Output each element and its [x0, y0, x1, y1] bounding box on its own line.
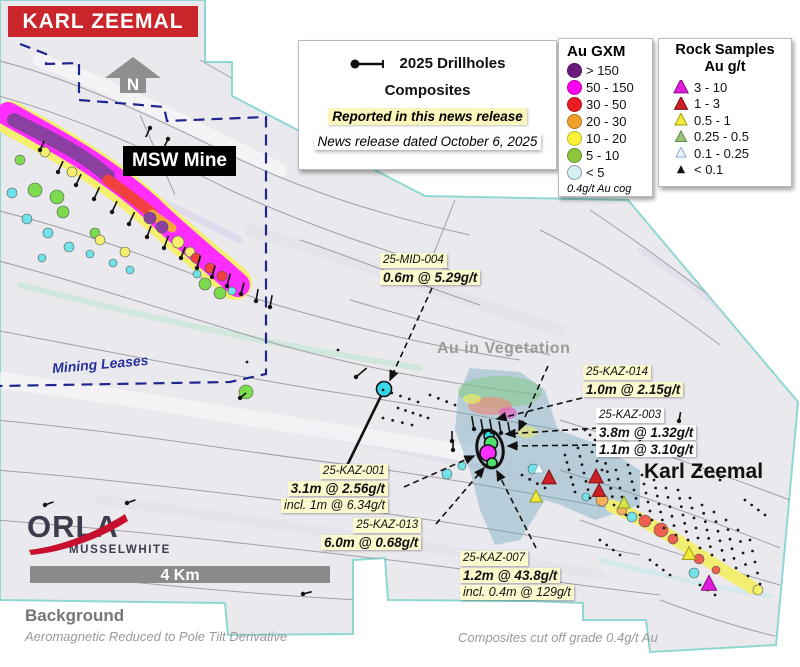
legend-gxm-item	[567, 79, 652, 96]
footer-cutoff-note: Composites cut off grade 0.4g/t Au	[458, 630, 658, 645]
callout-intercept: incl. 1m @ 6.34g/t	[281, 498, 388, 513]
gxm-class-dot-icon	[567, 148, 582, 163]
rock-sample-dot	[627, 464, 630, 467]
drillhole-collar	[56, 170, 60, 174]
rock-sample-dot	[678, 497, 681, 500]
legend-au-gxm	[558, 38, 653, 197]
rock-class-label: 3 - 10	[694, 79, 728, 95]
composite-dot	[15, 155, 25, 165]
composite-dot	[689, 568, 699, 578]
rock-sample-dot	[658, 503, 661, 506]
composite-dot	[38, 254, 46, 262]
rock-sample-dot	[706, 529, 709, 532]
rock-class-triangle-icon	[673, 130, 689, 144]
rock-sample-dot	[727, 528, 730, 531]
callout-25-MID-004	[380, 251, 480, 285]
composite-dot	[95, 235, 105, 245]
rock-sample-dot	[667, 496, 670, 499]
callout-25-KAZ-014	[583, 363, 683, 397]
legend-rock-item	[673, 112, 791, 129]
legend-rock-item	[673, 162, 791, 179]
rock-sample-dot	[619, 487, 622, 490]
legend-gxm-item	[567, 130, 652, 147]
rock-sample-dot	[711, 554, 714, 557]
composite-dot	[86, 250, 94, 258]
gxm-class-dot-icon	[567, 97, 582, 112]
rock-sample-dot	[689, 497, 692, 500]
footer-background-title: Background	[25, 606, 125, 625]
rock-sample-dot	[751, 550, 754, 553]
rock-sample-dot	[656, 495, 659, 498]
rock-sample-dot	[639, 514, 642, 517]
rock-sample-dot	[647, 501, 650, 504]
composite-dot	[22, 214, 32, 224]
rock-sample-dot	[437, 397, 440, 400]
rock-sample-dot	[697, 537, 700, 540]
label-au-in-vegetation: Au in Vegetation	[437, 340, 571, 357]
rock-sample-dot	[574, 491, 577, 494]
composite-dot	[199, 278, 211, 290]
rock-sample-dot	[615, 469, 618, 472]
drillhole-collar	[92, 197, 96, 201]
legend-rock-item	[673, 79, 791, 96]
rock-sample-dot	[599, 539, 602, 542]
rock-sample-dot	[683, 522, 686, 525]
rock-sample-dot	[604, 462, 607, 465]
composite-dot	[582, 493, 590, 501]
label-mining-leases: Mining Leases	[51, 351, 149, 377]
drillhole-collar	[179, 256, 183, 260]
drillhole-collar	[225, 284, 229, 288]
rock-sample-dot	[619, 554, 622, 557]
composite-dot	[639, 515, 651, 527]
rock-sample-dot	[528, 478, 531, 481]
rock-sample-dot	[570, 476, 573, 479]
drillhole-collar	[145, 235, 149, 239]
rock-sample-dot	[649, 510, 652, 513]
rock-sample-dot	[735, 567, 738, 570]
rock-sample-dot	[601, 469, 604, 472]
rock-sample-dot	[715, 520, 718, 523]
legend-drillholes	[298, 40, 557, 170]
legend-au-gxm-title: Au GXM	[567, 43, 626, 60]
rock-sample-dot	[629, 472, 632, 475]
rock-sample-dot	[661, 519, 664, 522]
rock-sample-dot	[429, 394, 432, 397]
rock-class-label: 0.25 - 0.5	[694, 129, 749, 145]
rock-sample-dot	[733, 557, 736, 560]
drillhole-collar	[268, 305, 272, 309]
rock-sample-dot	[391, 419, 394, 422]
rock-sample-dot	[742, 552, 745, 555]
composite-dot	[57, 206, 69, 218]
composite-dot	[28, 183, 42, 197]
rock-sample-dot	[399, 395, 402, 398]
gxm-class-label: < 5	[586, 165, 605, 180]
rock-class-triangle-icon	[673, 146, 689, 160]
composite-dot	[627, 512, 637, 522]
footer-background-subtitle: Aeromagnetic Reduced to Pole Tilt Derivative	[25, 629, 288, 644]
rock-sample-dot	[731, 547, 734, 550]
legend-rock-item	[673, 96, 791, 113]
rock-sample-dot	[701, 504, 704, 507]
legend-drillholes-line2: Composites	[384, 82, 471, 99]
rock-sample-dot	[699, 547, 702, 550]
rock-sample-dot	[454, 404, 457, 407]
legend-gxm-item	[567, 62, 652, 79]
rock-sample-dot	[445, 400, 448, 403]
gxm-class-label: 20 - 30	[586, 114, 627, 129]
label-msw-mine: MSW Mine	[123, 146, 236, 176]
callout-intercept: 3.1m @ 2.56g/t	[288, 481, 388, 496]
scale-bar	[30, 566, 330, 584]
rock-sample-dot	[702, 512, 705, 515]
rock-sample-dot	[699, 584, 702, 587]
rock-sample-dot	[587, 488, 590, 491]
rock-sample-dot	[631, 480, 634, 483]
composite-dot	[172, 236, 184, 248]
rock-sample-dot	[564, 454, 567, 457]
composite-dot	[43, 228, 53, 238]
callout-hole-id: 25-KAZ-007	[460, 551, 528, 566]
drillhole-collar	[499, 431, 503, 435]
rock-sample-dot	[390, 392, 393, 395]
rock-sample-dot	[759, 583, 762, 586]
logo-swoosh-icon	[27, 512, 157, 562]
rock-sample-dot	[749, 539, 752, 542]
gxm-class-dot-icon	[567, 131, 582, 146]
gxm-class-dot-icon	[567, 63, 582, 78]
drillhole-collar	[508, 432, 512, 436]
orla-musselwhite-logo	[27, 509, 171, 556]
callout-hole-id: 25-MID-004	[380, 253, 447, 268]
rock-sample-dot	[419, 414, 422, 417]
rock-sample-dot	[655, 564, 658, 567]
title-banner: KARL ZEEMAL	[8, 6, 198, 37]
legend-gxm-item	[567, 96, 652, 113]
rock-class-triangle-icon	[673, 80, 689, 94]
callout-hole-id: 25-KAZ-001	[320, 464, 388, 479]
drillhole-collar	[166, 137, 170, 141]
legend-rock-title-2: Au g/t	[704, 59, 746, 75]
composite-dot	[712, 566, 720, 574]
rock-sample-dot	[608, 479, 611, 482]
rock-sample-dot	[609, 487, 612, 490]
rock-sample-dot	[717, 530, 720, 533]
callout-25-KAZ-001	[281, 462, 388, 513]
rock-sample-dot	[246, 361, 249, 364]
callout-intercept: 1.1m @ 3.10g/t	[596, 442, 696, 457]
composite-dot	[7, 188, 17, 198]
rock-sample-dot	[691, 507, 694, 510]
callout-25-KAZ-003	[596, 406, 696, 457]
rock-sample-dot	[665, 487, 668, 490]
drillhole-collar	[148, 126, 152, 130]
rock-sample-dot	[654, 487, 657, 490]
logo-musselwhite-text: MUSSELWHITE	[69, 544, 171, 556]
rock-sample-dot	[382, 389, 385, 392]
composite-dot	[442, 469, 452, 479]
callout-25-KAZ-013	[321, 516, 421, 550]
composite-dot	[64, 242, 74, 252]
rock-sample-dot	[682, 514, 685, 517]
rock-sample-dot	[641, 474, 644, 477]
rock-sample-dot	[723, 559, 726, 562]
callout-intercept: 3.8m @ 1.32g/t	[596, 425, 696, 440]
rock-sample-dot	[675, 534, 678, 537]
legend-rock-title-1: Rock Samples	[675, 42, 775, 58]
composite-dot	[377, 382, 392, 397]
rock-sample-dot	[613, 504, 616, 507]
gxm-class-label: 50 - 150	[586, 80, 634, 95]
drillhole-collar	[238, 396, 242, 400]
rock-class-triangle-icon	[673, 97, 689, 111]
rock-sample-dot	[412, 412, 415, 415]
drillhole-collar	[38, 148, 42, 152]
callout-intercept: 1.0m @ 2.15g/t	[583, 382, 683, 397]
rock-sample-dot	[725, 519, 728, 522]
drillhole-symbol-icon	[350, 58, 386, 70]
legend-gxm-item	[567, 147, 652, 164]
drillhole-collar	[43, 503, 47, 507]
rock-sample-dot	[669, 574, 672, 577]
legend-news-date-note: News release dated October 6, 2025	[314, 133, 542, 150]
rock-sample-dot	[404, 409, 407, 412]
legend-rock-item	[673, 129, 791, 146]
drillhole-collar	[239, 292, 243, 296]
north-arrow-label: N	[126, 75, 140, 94]
rock-sample-dot	[719, 539, 722, 542]
composite-dot	[120, 247, 130, 257]
rock-sample-dot	[695, 527, 698, 530]
callout-hole-id: 25-KAZ-013	[353, 518, 421, 533]
rock-sample-dot	[685, 530, 688, 533]
drillhole-collar	[127, 222, 131, 226]
rock-sample-dot	[673, 524, 676, 527]
rock-sample-dot	[744, 499, 747, 502]
rock-sample-dot	[408, 398, 411, 401]
rock-sample-dot	[585, 480, 588, 483]
rock-sample-dot	[737, 529, 740, 532]
rock-class-triangle-icon	[673, 163, 689, 177]
rock-sample-dot	[401, 421, 404, 424]
gxm-class-dot-icon	[567, 165, 582, 180]
rock-sample-dot	[411, 424, 414, 427]
rock-sample-dot	[764, 514, 767, 517]
callout-hole-id: 25-KAZ-014	[583, 365, 651, 380]
legend-rock-samples	[658, 38, 792, 187]
rock-class-label: 0.5 - 1	[694, 112, 731, 128]
rock-sample-dot	[677, 489, 680, 492]
rock-class-label: 1 - 3	[694, 96, 721, 112]
composite-dot	[654, 523, 668, 537]
composite-dot	[753, 585, 763, 595]
rock-sample-dot	[625, 514, 628, 517]
rock-class-label: < 0.1	[694, 162, 724, 178]
rock-sample-dot	[382, 417, 385, 420]
callout-25-KAZ-007	[460, 549, 574, 600]
rock-sample-dot	[645, 492, 648, 495]
composite-dot	[193, 270, 201, 278]
rock-sample-dot	[606, 470, 609, 473]
rock-sample-dot	[747, 575, 750, 578]
drillhole-collar	[210, 275, 214, 279]
rock-sample-dot	[707, 537, 710, 540]
gxm-class-label: 30 - 50	[586, 97, 627, 112]
legend-gxm-item	[567, 113, 652, 130]
legend-au-gxm-footnote: 0.4g/t Au cog	[567, 183, 632, 195]
rock-sample-dot	[680, 505, 683, 508]
rock-sample-dot	[750, 504, 753, 507]
rock-sample-dot	[754, 561, 757, 564]
rock-class-label: 0.1 - 0.25	[694, 145, 749, 161]
rock-sample-dot	[617, 478, 620, 481]
logo-orla-text: ORLA	[27, 509, 119, 544]
rock-sample-dot	[397, 407, 400, 410]
label-karl-zeemal: Karl Zeemal	[644, 460, 764, 483]
callout-intercept: 1.2m @ 43.8g/t	[460, 568, 560, 583]
rock-sample-dot	[581, 463, 584, 466]
composite-dot	[126, 266, 134, 274]
rock-sample-dot	[757, 509, 760, 512]
rock-sample-dot	[337, 349, 340, 352]
rock-sample-dot	[566, 461, 569, 464]
composite-dot	[67, 167, 77, 177]
drillhole-collar	[451, 448, 455, 452]
rock-sample-dot	[739, 540, 742, 543]
rock-sample-dot	[729, 538, 732, 541]
drillhole-collar	[301, 592, 305, 596]
gxm-class-label: 10 - 20	[586, 131, 627, 146]
rock-sample-dot	[714, 594, 717, 597]
rock-sample-dot	[633, 489, 636, 492]
rock-sample-dot	[687, 539, 690, 542]
rock-sample-dot	[596, 460, 599, 463]
rock-sample-dot	[579, 455, 582, 458]
rock-sample-dot	[583, 472, 586, 475]
rock-sample-dot	[651, 519, 654, 522]
rock-sample-dot	[709, 545, 712, 548]
rock-sample-dot	[572, 483, 575, 486]
gxm-class-label: > 150	[586, 63, 619, 78]
rock-sample-dot	[521, 474, 524, 477]
rock-sample-dot	[671, 515, 674, 518]
rock-sample-dot	[662, 569, 665, 572]
rock-sample-dot	[637, 505, 640, 508]
legend-gxm-item	[567, 164, 652, 181]
rock-sample-dot	[427, 417, 430, 420]
composite-dot	[228, 287, 236, 295]
rock-sample-dot	[693, 517, 696, 520]
rock-sample-dot	[536, 482, 539, 485]
composite-dot	[214, 287, 226, 299]
legend-drillholes-line1: 2025 Drillholes	[399, 55, 506, 72]
gxm-class-dot-icon	[567, 114, 582, 129]
rock-sample-dot	[744, 563, 747, 566]
rock-sample-dot	[635, 497, 638, 500]
rock-class-triangle-icon	[673, 113, 689, 127]
rock-sample-dot	[577, 447, 580, 450]
rock-sample-dot	[417, 401, 420, 404]
callout-intercept: 6.0m @ 0.68g/t	[321, 535, 421, 550]
drillhole-collar	[110, 210, 114, 214]
rock-sample-dot	[611, 495, 614, 498]
gxm-class-dot-icon	[567, 80, 582, 95]
rock-sample-dot	[713, 511, 716, 514]
legend-reported-note: Reported in this news release	[328, 108, 527, 125]
rock-sample-dot	[669, 505, 672, 508]
rock-sample-dot	[605, 544, 608, 547]
composite-dot	[217, 271, 227, 281]
rock-sample-dot	[544, 487, 547, 490]
rock-sample-dot	[612, 549, 615, 552]
rock-sample-dot	[659, 511, 662, 514]
drillhole-collar	[254, 299, 258, 303]
composite-dot	[156, 221, 168, 233]
drillhole-collar	[125, 501, 129, 505]
callout-hole-id: 25-KAZ-003	[596, 408, 664, 423]
composite-dot	[50, 190, 64, 204]
drillhole-collar	[472, 427, 476, 431]
composite-dot	[144, 212, 156, 224]
rock-sample-dot	[568, 468, 571, 471]
drillhole-collar	[74, 183, 78, 187]
rock-sample-dot	[756, 572, 759, 575]
rock-sample-dot	[704, 520, 707, 523]
legend-rock-item	[673, 145, 791, 162]
rock-sample-dot	[663, 527, 666, 530]
drillhole-collar	[162, 246, 166, 250]
drillhole-collar	[354, 375, 358, 379]
callout-intercept: 0.6m @ 5.29g/t	[380, 270, 480, 285]
composite-dot	[109, 259, 117, 267]
rock-sample-dot	[589, 497, 592, 500]
callout-intercept: incl. 0.4m @ 129g/t	[460, 585, 574, 600]
rock-sample-dot	[589, 434, 592, 437]
rock-sample-dot	[721, 549, 724, 552]
rock-sample-dot	[649, 559, 652, 562]
rock-sample-dot	[591, 451, 594, 454]
drillhole-collar	[195, 266, 199, 270]
gxm-class-label: 5 - 10	[586, 148, 620, 163]
scale-bar-label: 4 Km	[160, 567, 200, 584]
